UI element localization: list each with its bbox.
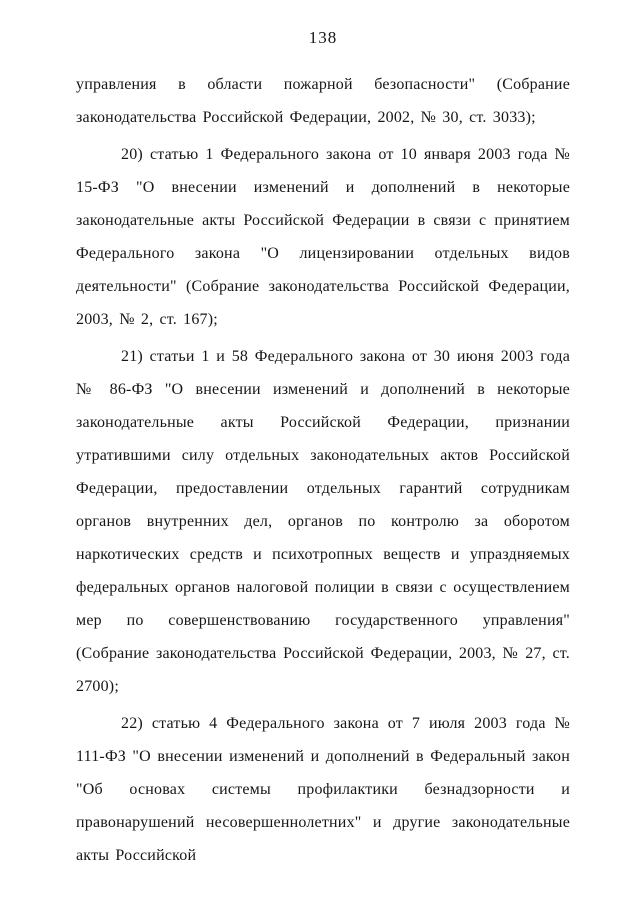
paragraph: 22) статью 4 Федерального закона от 7 июля 2003 года № 111-ФЗ "О внесении изменений и дополнений в Федеральный закон "Об основах системы профилактики безнадзорности и правонарушений несовершеннолетних" и другие законодательные акты Российской (76, 715, 570, 864)
document-body (76, 68, 570, 872)
paragraph: управления в области пожарной безопасности" (Собрание законодательства Российской Федерации, 2002, № 30, ст. 3033); (76, 76, 570, 126)
paragraph: 21) статьи 1 и 58 Федерального закона от 30 июня 2003 года № 86-ФЗ "О внесении изменений и дополнений в некоторые законодательные акты Российской Федерации, признании утратившими силу отдельных законодательных актов Российской Федерации, предоставлении отдельных гарантий сотрудникам органов внутренних дел, органов по контролю за оборотом наркотических средств и психотропных веществ и упраздняемых федеральных органов налоговой полиции в связи с осуществлением мер по совершенствованию государственного управления" (Собрание законодательства Российской Федерации, 2003, № 27, ст. 2700); (76, 348, 570, 695)
paragraph: 20) статью 1 Федерального закона от 10 января 2003 года № 15-ФЗ "О внесении изменений и дополнений в некоторые законодательные акты Российской Федерации в связи с принятием Федерального закона "О лицензировании отдельных видов деятельности" (Собрание законодательства Российской Федерации, 2003, № 2, ст. 167); (76, 146, 570, 328)
page-number: 138 (308, 28, 338, 47)
